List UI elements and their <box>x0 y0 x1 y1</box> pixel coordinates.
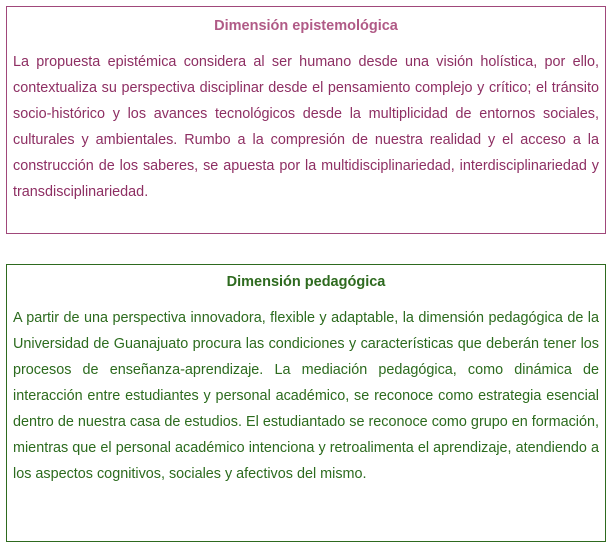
epistemological-dimension-text: La propuesta epistémica considera al ser humano desde una visión holística, por ello, contextualiza su perspectiva disciplinar desde el pensamiento complejo y crítico; el tránsito socio-histórico y los avances tecnológicos desde la multiplicidad de entornos sociales, culturales y ambientales. Rumbo a la compresión de nuestra realidad y el acceso a la construcción de los saberes, se apuesta por la multidisciplinariedad, interdisciplinariedad y transdisciplinariedad. <box>13 54 599 200</box>
pedagogical-dimension-title: Dimensión pedagógica <box>226 274 386 290</box>
epistemological-dimension-box <box>6 6 606 234</box>
epistemological-dimension-title: Dimensión epistemológica <box>214 18 398 34</box>
pedagogical-dimension-text: A partir de una perspectiva innovadora, flexible y adaptable, la dimensión pedagógica de la Universidad de Guanajuato procura las condiciones y características que deberán tener los procesos de enseñanza-aprendizaje. La mediación pedagógica, como dinámica de interacción entre estudiantes y personal académico, se reconoce como estrategia esencial dentro de nuestra casa de estudios. El estudiantado se reconoce como grupo en formación, mientras que el personal académico intenciona y retroalimenta el aprendizaje, atendiendo a los aspectos cognitivos, sociales y afectivos del mismo. <box>13 310 599 482</box>
pedagogical-dimension-box <box>6 264 606 542</box>
